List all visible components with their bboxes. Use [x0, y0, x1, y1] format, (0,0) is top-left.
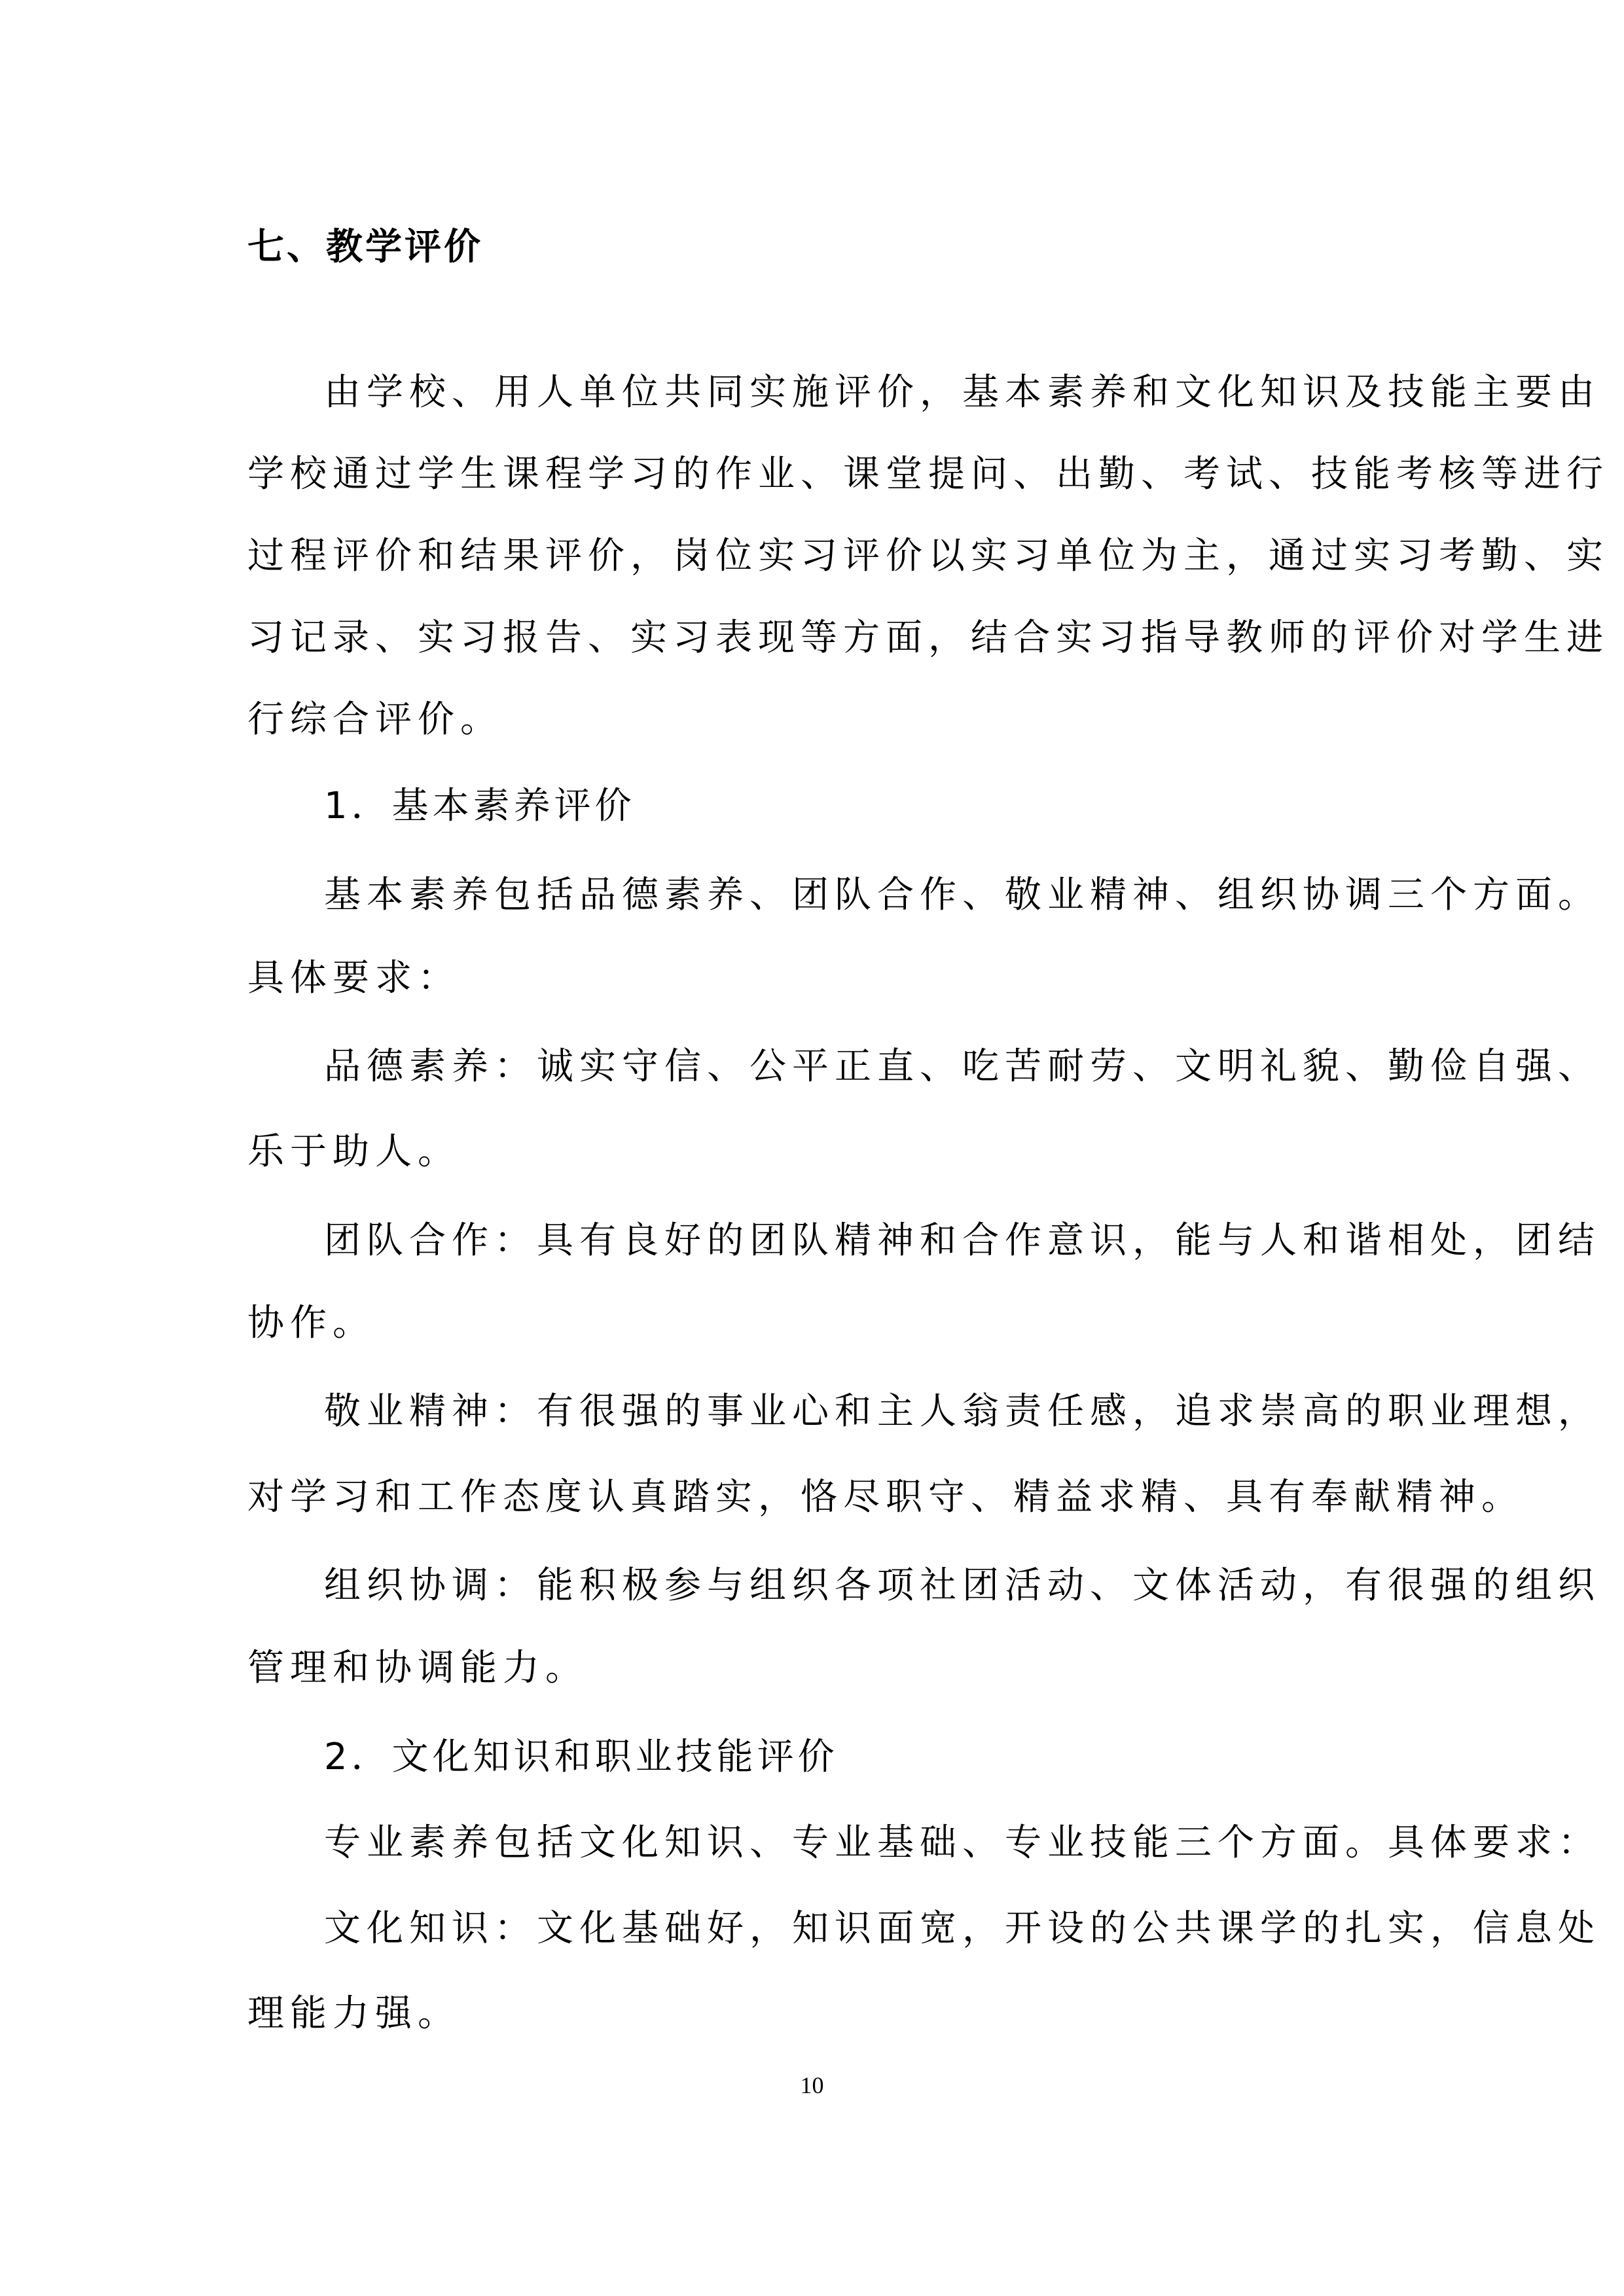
- paragraph-line: 乐于助人。: [247, 1130, 460, 1173]
- subsection-heading-basic: 1．基本素养评价: [324, 785, 636, 827]
- paragraph-line: 具体要求：: [247, 957, 460, 999]
- page-number: 10: [800, 2072, 824, 2098]
- paragraph-line: 协作。: [247, 1302, 375, 1344]
- paragraph-line: 文化知识：文化基础好，知识面宽，开设的公共课学的扎实，信息处: [324, 1907, 1600, 1950]
- paragraph-line: 组织协调：能积极参与组织各项社团活动、文体活动，有很强的组织: [324, 1564, 1600, 1607]
- paragraph-line: 基本素养包括品德素养、团队合作、敬业精神、组织协调三个方面。: [324, 874, 1600, 916]
- paragraph-line: 学校通过学生课程学习的作业、课堂提问、出勤、考试、技能考核等进行: [247, 453, 1609, 495]
- paragraph-line: 行综合评价。: [247, 698, 503, 741]
- section-title: 七、教学评价: [247, 226, 483, 268]
- paragraph-line: 习记录、实习报告、实习表现等方面，结合实习指导教师的评价对学生进: [247, 617, 1609, 659]
- paragraph-line: 理能力强。: [247, 1992, 460, 2035]
- paragraph-line: 敬业精神：有很强的事业心和主人翁责任感，追求崇高的职业理想，: [324, 1390, 1600, 1433]
- paragraph-line: 品德素养：诚实守信、公平正直、吃苦耐劳、文明礼貌、勤俭自强、: [324, 1045, 1600, 1088]
- paragraph-line: 团队合作：具有良好的团队精神和合作意识，能与人和谐相处，团结: [324, 1219, 1600, 1262]
- subsection-heading-skills: 2．文化知识和职业技能评价: [324, 1736, 839, 1778]
- paragraph-line: 专业素养包括文化知识、专业基础、专业技能三个方面。具体要求：: [324, 1821, 1600, 1864]
- paragraph-line: 对学习和工作态度认真踏实，恪尽职守、精益求精、具有奉献精神。: [247, 1476, 1524, 1518]
- paragraph-line: 过程评价和结果评价，岗位实习评价以实习单位为主，通过实习考勤、实: [247, 535, 1609, 577]
- paragraph-line: 由学校、用人单位共同实施评价，基本素养和文化知识及技能主要由: [324, 371, 1600, 414]
- paragraph-line: 管理和协调能力。: [247, 1647, 588, 1689]
